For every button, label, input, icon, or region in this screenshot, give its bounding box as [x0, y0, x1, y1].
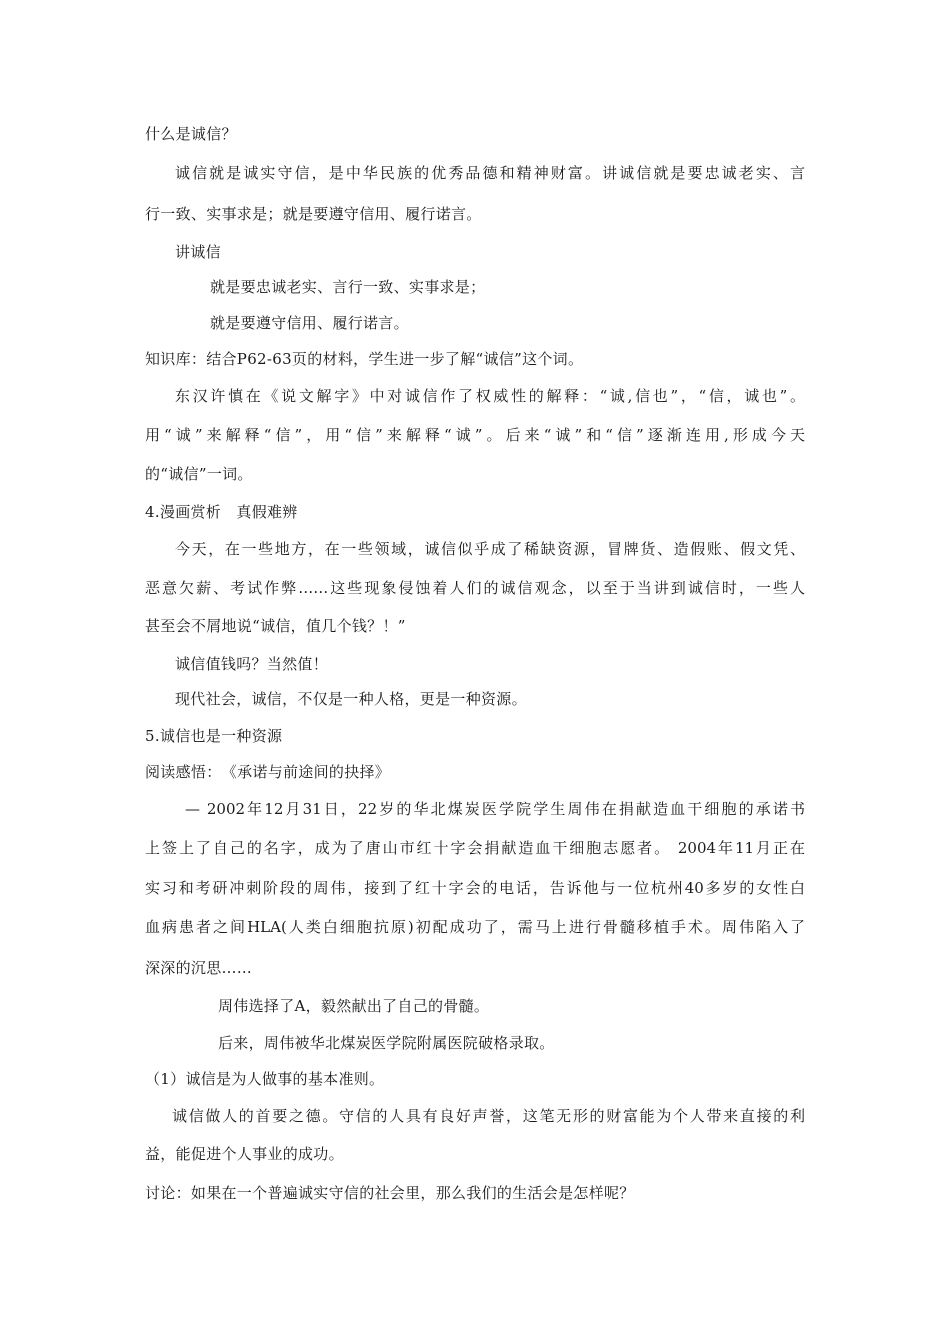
list-item: 就是要忠诚老实、言行一致、实事求是； [210, 278, 486, 296]
reading-title: 阅读感悟： 《承诺与前途间的抉择》 [145, 763, 391, 781]
paragraph-line: 上签上了自己的名字，成为了唐山市红十字会捐献造血干细胞志愿者。 2004年11月正在 [145, 839, 805, 857]
paragraph-line: 行一致、实事求是；就是要遵守信用、履行诺言。 [145, 205, 482, 223]
point-heading: （1）诚信是为人做事的基本准则。 [145, 1070, 385, 1088]
paragraph-line: 血病患者之间HLA(人类白细胞抗原)初配成功了，需马上进行骨髓移植手术。周伟陷入了 [145, 918, 805, 936]
paragraph-line: 今天，在一些地方，在一些领域，诚信似乎成了稀缺资源，冒牌货、造假账、假文凭、 [175, 540, 805, 558]
section-heading-4: 4.漫画赏析 真假难辨 [145, 503, 298, 521]
paragraph-line: 益，能促进个人事业的成功。 [145, 1145, 344, 1163]
discussion-question: 讨论：如果在一个普遍诚实守信的社会里，那么我们的生活会是怎样呢？ [145, 1184, 635, 1202]
paragraph-line: 周伟选择了A，毅然献出了自己的骨髓。 [218, 997, 490, 1015]
paragraph-line: 甚至会不屑地说“诚信，值几个钱？！” [145, 617, 406, 635]
list-item: 就是要遵守信用、履行诺言。 [210, 314, 409, 332]
paragraph-line: 诚信就是诚实守信，是中华民族的优秀品德和精神财富。讲诚信就是要忠诚老实、言 [175, 164, 805, 182]
paragraph-line: 现代社会，诚信，不仅是一种人格，更是一种资源。 [175, 690, 527, 708]
paragraph-line: 用“诚”来解释“信”，用“信”来解释“诚”。后来“诚”和“信”逐渐连用,形成今天 [145, 426, 805, 444]
knowledge-note: 知识库：结合P62-63页的材料，学生进一步了解“诚信”这个词。 [145, 350, 584, 368]
list-heading: 讲诚信 [175, 243, 221, 261]
question-heading: 什么是诚信？ [145, 125, 237, 143]
paragraph-line: 的“诚信”一词。 [145, 465, 253, 483]
paragraph-line: 后来，周伟被华北煤炭医学院附属医院破格录取。 [218, 1034, 555, 1052]
paragraph-line: — 2002年12月31日，22岁的华北煤炭医学院学生周伟在捐献造血干细胞的承诺书 [185, 800, 805, 818]
paragraph-line: 深深的沉思…… [145, 959, 253, 977]
section-heading-5: 5.诚信也是一种资源 [145, 727, 283, 745]
paragraph-line: 东汉许慎在《说文解字》中对诚信作了权威性的解释：“诚,信也”，“信，诚也”。 [175, 387, 805, 405]
paragraph-line: 恶意欠薪、考试作弊……这些现象侵蚀着人们的诚信观念，以至于当讲到诚信时，一些人 [145, 579, 805, 597]
paragraph-line: 实习和考研冲刺阶段的周伟，接到了红十字会的电话，告诉他与一位杭州40多岁的女性白 [145, 879, 805, 897]
paragraph-line: 诚信值钱吗？当然值！ [175, 655, 329, 673]
paragraph-line: 诚信做人的首要之德。守信的人具有良好声誉，这笔无形的财富能为个人带来直接的利 [172, 1107, 805, 1125]
